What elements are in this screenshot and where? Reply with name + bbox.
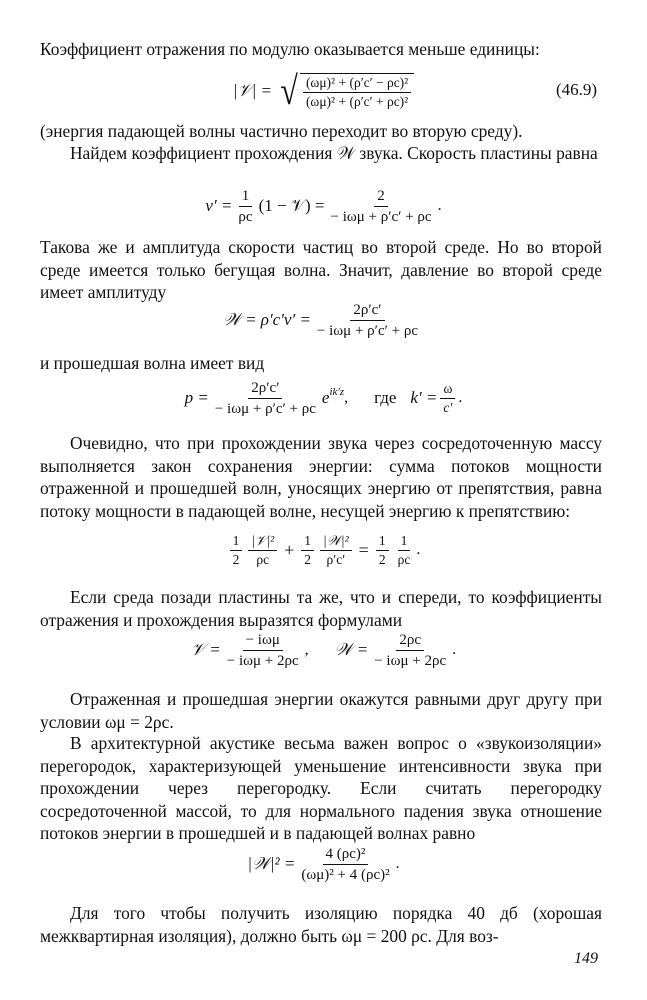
eq3-num: 2ρ′c′ [350, 301, 384, 321]
eq5-equals: = [358, 539, 369, 560]
eq7-end: . [395, 855, 400, 872]
equation-pressure-amplitude [0, 300, 647, 340]
eq3-lhs: 𝒲 = ρ′c′v′ = [223, 310, 311, 329]
eq5-b-den: ρc [256, 551, 270, 567]
equation-46-9 [0, 70, 647, 112]
eq1-denominator: (ωμ)² + (ρ′c′ + ρc)² [305, 93, 409, 109]
eq6-v-lhs: 𝒱 = [190, 640, 221, 659]
eq5-a-num: 1 [230, 533, 243, 551]
eq6-v-den: − iωμ + 2ρc [226, 652, 299, 669]
eq4-k-den: c′ [443, 399, 453, 415]
eq6-comma: , [304, 641, 309, 658]
eq1-lhs: |𝒱| = [232, 81, 272, 100]
eq5-d-den: ρ′c′ [326, 551, 346, 567]
eq2-end: . [437, 197, 442, 214]
eq5-f-den: ρc [397, 551, 411, 567]
eq4-num: 2ρ′c′ [248, 379, 282, 399]
eq5-plus: + [284, 539, 295, 560]
paragraph-1: Коэффициент отражения по модулю оказывается меньше единицы: [40, 39, 540, 59]
paragraph-6: Очевидно, что при прохождении звука через сосредоточенную массу выполняется закон сохранения энергии: сумма потоков мощности отраженной и прошедшей волн, уносящих энергию от препятствия, равна потоку мощности в падающей волне, несущей энергию к препятствию: [40, 433, 602, 521]
eq4-exp-base: e [321, 388, 330, 407]
eq2-frac2-den: − iωμ + ρ′c′ + ρc [330, 208, 432, 225]
eq5-b-num: |𝒱|² [248, 533, 277, 551]
eq2-frac1-num: 1 [239, 187, 253, 207]
eq5-c-num: 1 [301, 533, 314, 551]
eq3-den: − iωμ + ρ′c′ + ρc [316, 322, 418, 339]
eq4-exponent: ik′z [329, 386, 345, 398]
eq2-mid: (1 − 𝒱) = [258, 196, 325, 215]
eq6-w-num: 2ρc [396, 631, 424, 651]
paragraph-9: В архитектурной акустике весьма важен вопрос о «звукоизоляции» перегородок, характеризующей уменьшение интенсивности звука при прохождении через перегородку. Если считать перегородку сосредоточенной массой, то для нормального падения звука отношение потоков энергии в прошедшей и в падающей волнах равно [40, 733, 602, 843]
equation-number: (46.9) [556, 80, 598, 99]
paragraph-8: Отраженная и прошедшая энергии окажутся равными друг другу при условии ωμ = 2ρc. [40, 689, 602, 732]
eq4-where: где [374, 388, 397, 407]
eq6-end: . [452, 641, 457, 658]
radical-sign-icon: √ [280, 68, 298, 113]
eq2-lhs: v′ = [205, 196, 233, 215]
equation-energy-conservation [0, 530, 647, 570]
eq1-numerator: (ωμ)² + (ρ′c′ − ρc)² [303, 75, 411, 93]
eq5-e-num: 1 [376, 533, 389, 551]
equation-transmission-ratio [0, 844, 647, 884]
eq4-comma: , [344, 389, 349, 406]
eq2-frac1-den: ρc [238, 208, 253, 225]
equation-velocity [0, 186, 647, 226]
eq4-end: . [458, 389, 463, 406]
eq6-w-lhs: 𝒲 = [334, 640, 369, 659]
eq7-num: 4 (ρc)² [323, 845, 369, 865]
eq6-w-den: − iωμ + 2ρc [374, 652, 447, 669]
page-number: 149 [574, 950, 598, 967]
paragraph-3: Найдем коэффициент прохождения 𝒲 звука. Скорость пластины равна [70, 143, 598, 163]
paragraph-2: (энергия падающей волны частично переходит во вторую среду). [40, 121, 523, 141]
eq1-sqrt [278, 68, 414, 113]
eq4-lhs: p = [184, 388, 209, 407]
paragraph-10: Для того чтобы получить изоляцию порядка 40 дб (хорошая межквартирная изоляция), должно быть ωμ = 200 ρc. Для воз- [40, 903, 602, 946]
eq5-f-num: 1 [398, 533, 411, 551]
eq7-lhs: |𝒲|² = [247, 854, 296, 873]
eq4-k-lhs: k′ = [410, 388, 438, 407]
equation-transmitted-wave [0, 378, 647, 418]
eq5-e-den: 2 [378, 551, 386, 567]
paragraph-7: Если среда позади пластины та же, что и спереди, то коэффициенты отражения и прохождения выразятся формулами [40, 587, 602, 630]
paragraph-4: Такова же и амплитуда скорости частиц во второй среде. Но во второй среде имеется только бегущая волна. Значит, давление во второй среде имеет амплитуду [40, 237, 602, 302]
eq5-a-den: 2 [232, 551, 240, 567]
paragraph-5: и прошедшая волна имеет вид [40, 353, 265, 373]
eq2-frac2-num: 2 [374, 187, 388, 207]
eq6-v-num: − iωμ [243, 631, 283, 651]
eq4-den: − iωμ + ρ′c′ + ρc [214, 400, 316, 417]
eq5-end: . [416, 541, 421, 558]
eq7-den: (ωμ)² + 4 (ρc)² [301, 866, 390, 883]
eq4-k-num: ω [440, 381, 455, 399]
eq5-d-num: |𝒲|² [320, 533, 352, 551]
equation-coefficients-same-medium [0, 630, 647, 670]
eq5-c-den: 2 [304, 551, 312, 567]
